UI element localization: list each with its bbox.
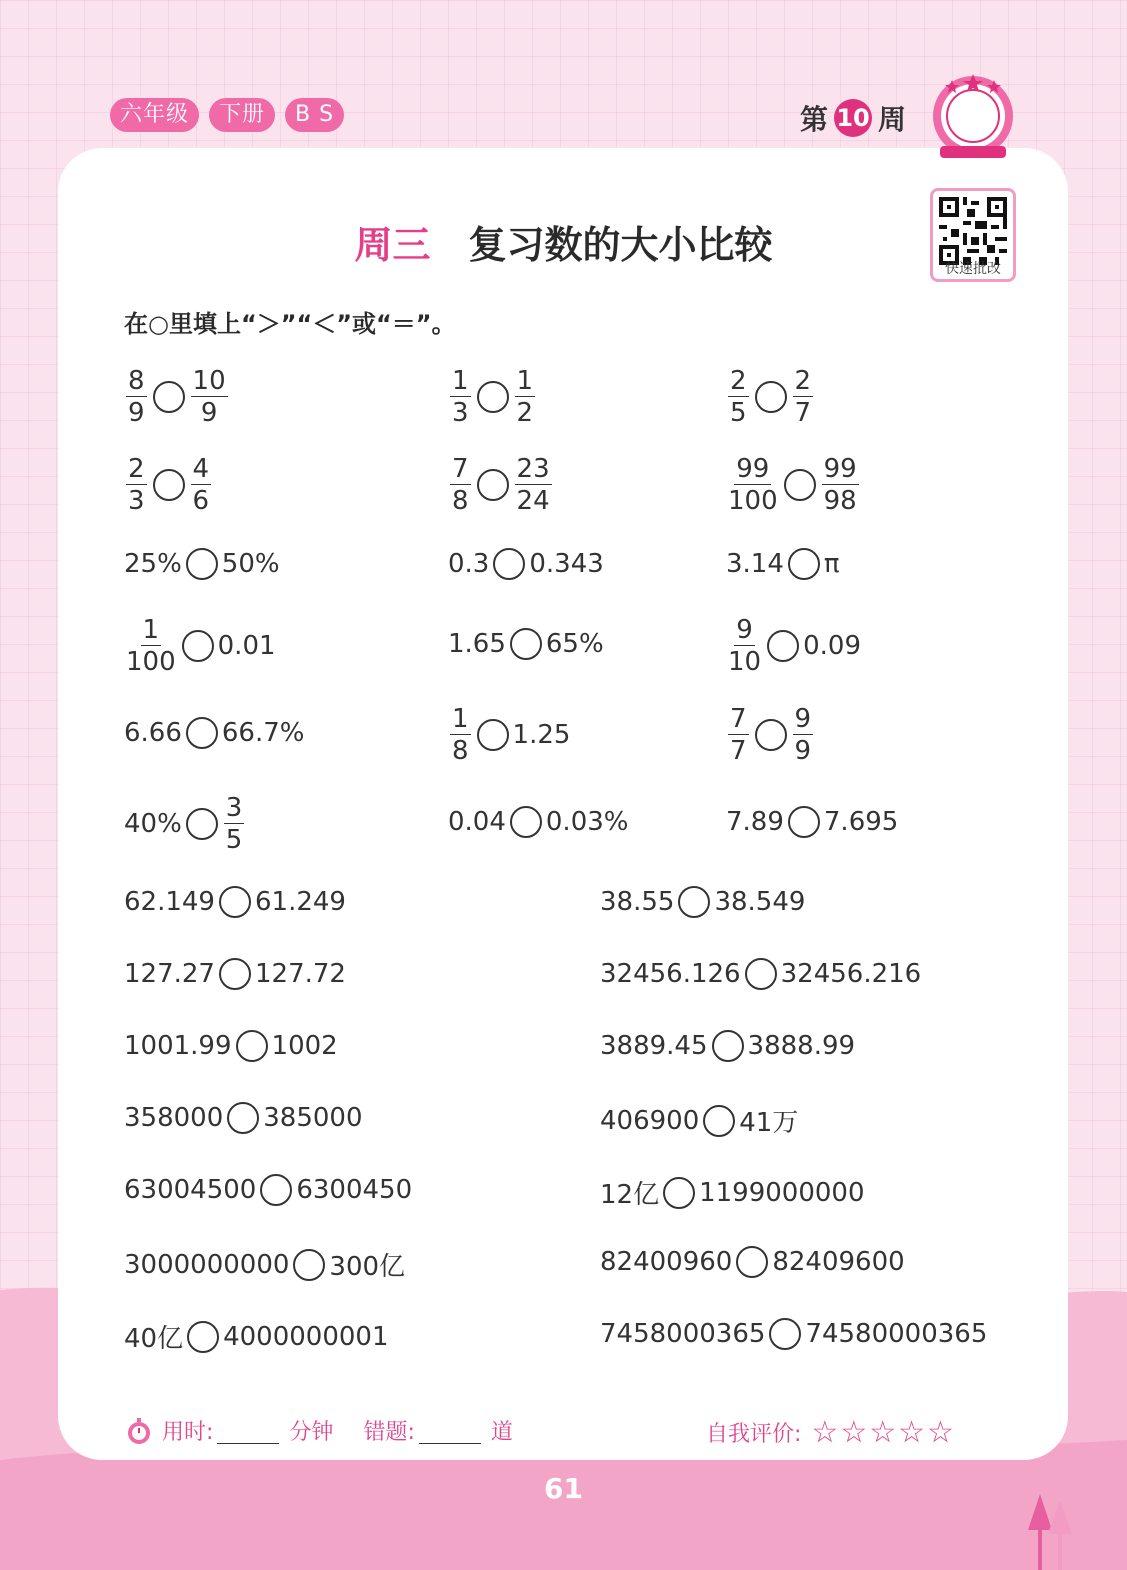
exercise-item (448, 368, 537, 426)
self-evaluation (706, 1415, 956, 1450)
value: 65% (545, 629, 604, 659)
answer-circle[interactable] (153, 381, 185, 413)
time-and-errors (124, 1415, 513, 1446)
exercise-item (448, 806, 629, 838)
errors-label: 错题: (363, 1420, 415, 1445)
exercise-item (600, 1246, 905, 1278)
answer-circle[interactable] (755, 381, 787, 413)
answer-circle[interactable] (678, 886, 710, 918)
exercise-item (448, 706, 570, 764)
value: 0.3 (448, 549, 490, 579)
volume-badge: 下册 (209, 98, 275, 132)
value: 25% (124, 549, 182, 579)
value: 50% (221, 549, 280, 579)
fraction: $\frac{23}{24}$ (516, 454, 550, 516)
exercise-item (448, 548, 604, 580)
value: 38.549 (714, 887, 806, 917)
value: 358000 (124, 1103, 224, 1133)
book-info (110, 98, 344, 132)
value: 7.89 (726, 807, 784, 837)
answer-circle[interactable] (260, 1174, 292, 1206)
exercise-item (600, 958, 921, 990)
title-topic: 复习数的大小比较 (468, 223, 773, 267)
answer-circle[interactable] (493, 548, 525, 580)
fraction: $\frac{4}{6}$ (192, 454, 210, 516)
answer-circle[interactable] (219, 958, 251, 990)
exercise-item (124, 795, 246, 853)
fraction: $\frac{1}{2}$ (516, 366, 534, 428)
stopwatch-icon (124, 1416, 154, 1446)
value: 74580000365 (805, 1319, 988, 1349)
fraction: $\frac{2}{7}$ (794, 366, 812, 428)
exercise-item (124, 617, 276, 675)
fraction: $\frac{2}{5}$ (730, 366, 747, 428)
errors-input[interactable] (419, 1417, 481, 1444)
answer-circle[interactable] (186, 717, 218, 749)
value: 40亿 (124, 1324, 184, 1354)
answer-circle[interactable] (510, 806, 542, 838)
value: 82400960 (600, 1247, 733, 1277)
value: 300亿 (329, 1252, 406, 1282)
exercise-item (124, 1246, 405, 1283)
fraction: $\frac{9}{10}$ (728, 615, 762, 677)
time-input[interactable] (217, 1417, 279, 1444)
exercise-item (600, 1102, 798, 1139)
week-suffix: 周 (878, 103, 907, 136)
value: 385000 (263, 1103, 363, 1133)
value: 66.7% (221, 718, 305, 748)
answer-circle[interactable] (703, 1105, 735, 1137)
answer-circle[interactable] (477, 469, 509, 501)
value: 3.14 (726, 549, 784, 579)
arrow-decoration-icon (1026, 1490, 1076, 1570)
answer-circle[interactable] (477, 381, 509, 413)
star-rating[interactable]: ☆☆☆☆☆ (811, 1415, 956, 1450)
qr-code-icon (939, 197, 1007, 265)
value: 0.01 (217, 631, 276, 661)
value: 0.04 (448, 807, 506, 837)
value: 127.72 (254, 959, 346, 989)
errors-unit: 道 (490, 1420, 513, 1445)
answer-circle[interactable] (477, 719, 509, 751)
answer-circle[interactable] (767, 630, 799, 662)
qr-code-label: 快速批改 (945, 261, 1001, 277)
value: 127.27 (124, 959, 215, 989)
exercise-item (124, 548, 280, 580)
value: 406900 (600, 1105, 700, 1136)
fraction: $\frac{2}{3}$ (128, 454, 145, 516)
fraction: $\frac{99}{100}$ (728, 454, 778, 516)
grade-badge: 六年级 (110, 98, 199, 132)
week-indicator (800, 98, 906, 138)
answer-circle[interactable] (510, 628, 542, 660)
value: 1001.99 (124, 1031, 232, 1061)
fraction: $\frac{7}{7}$ (730, 704, 747, 766)
fraction: $\frac{7}{8}$ (452, 454, 469, 516)
exercise-item (726, 548, 840, 580)
exercise-item (726, 368, 815, 426)
exercise-item (124, 717, 305, 749)
value: π (823, 549, 840, 579)
exercise-item (124, 886, 346, 918)
value: 63004500 (124, 1175, 257, 1205)
page-number: 61 (544, 1472, 583, 1505)
value: 7458000365 (600, 1319, 766, 1349)
answer-circle[interactable] (293, 1249, 325, 1281)
value: 1.65 (448, 629, 506, 659)
value: 40% (124, 809, 182, 839)
answer-circle[interactable] (236, 1030, 268, 1062)
value: 1002 (271, 1031, 338, 1061)
value: 62.149 (124, 887, 215, 917)
answer-circle[interactable] (663, 1177, 695, 1209)
answer-circle[interactable] (788, 548, 820, 580)
exercise-item (600, 1318, 987, 1350)
answer-circle[interactable] (769, 1318, 801, 1350)
exercise-item (124, 456, 213, 514)
exercise-item (726, 617, 861, 675)
value: 0.09 (803, 631, 861, 661)
exercise-item (600, 1174, 865, 1211)
value: 41万 (739, 1108, 799, 1138)
qr-code[interactable] (930, 188, 1016, 282)
answer-circle[interactable] (784, 469, 816, 501)
answer-circle[interactable] (186, 548, 218, 580)
value: 38.55 (600, 887, 675, 917)
fraction: $\frac{9}{9}$ (794, 704, 812, 766)
exercise-item (600, 886, 805, 918)
answer-circle[interactable] (736, 1246, 768, 1278)
exercise-item (124, 1174, 412, 1206)
fraction: $\frac{1}{8}$ (452, 704, 469, 766)
fraction: $\frac{1}{100}$ (126, 615, 176, 677)
exercise-item (448, 456, 554, 514)
value: 4000000001 (223, 1321, 389, 1352)
value: 82409600 (772, 1247, 905, 1277)
week-prefix: 第 (800, 103, 829, 136)
value: 3889.45 (600, 1031, 708, 1061)
exercise-item (124, 1030, 338, 1062)
fraction: $\frac{10}{9}$ (192, 366, 226, 428)
exercise-item (448, 628, 604, 660)
exercise-item (124, 958, 346, 990)
answer-circle[interactable] (755, 719, 787, 751)
answer-circle[interactable] (153, 469, 185, 501)
value: 0.343 (529, 549, 604, 579)
answer-circle[interactable] (182, 630, 214, 662)
answer-circle[interactable] (788, 806, 820, 838)
value: 61.249 (254, 887, 346, 917)
time-unit: 分钟 (289, 1420, 334, 1445)
answer-circle[interactable] (186, 808, 218, 840)
value: 6300450 (296, 1175, 413, 1205)
value: 1.25 (512, 720, 571, 750)
answer-circle[interactable] (712, 1030, 744, 1062)
fraction: $\frac{99}{98}$ (823, 454, 857, 516)
time-label: 用时: (162, 1420, 214, 1445)
value: 6.66 (124, 718, 182, 748)
answer-circle[interactable] (187, 1321, 219, 1353)
value: 32456.216 (780, 959, 922, 989)
exercise-item (726, 806, 898, 838)
exercise-item (124, 368, 230, 426)
fraction: $\frac{3}{5}$ (225, 793, 243, 855)
answer-circle[interactable] (745, 958, 777, 990)
value: 3888.99 (747, 1031, 856, 1061)
value: 32456.126 (600, 959, 741, 989)
title-day: 周三 (354, 223, 431, 267)
value: 7.695 (823, 807, 899, 837)
fraction: $\frac{1}{3}$ (452, 366, 469, 428)
value: 3000000000 (124, 1249, 290, 1280)
exercise-item (600, 1030, 855, 1062)
value: 12亿 (600, 1180, 660, 1210)
publisher-logo-icon (930, 70, 1016, 162)
fraction: $\frac{8}{9}$ (128, 366, 145, 428)
answer-circle[interactable] (219, 886, 251, 918)
exercise-item (726, 456, 861, 514)
value: 1199000000 (699, 1177, 865, 1208)
instruction-text: 在○里填上“＞”“＜”或“＝”。 (124, 310, 456, 338)
value: 0.03% (545, 807, 629, 837)
exercise-item (124, 1318, 389, 1355)
self-eval-label: 自我评价: (706, 1422, 802, 1447)
answer-circle[interactable] (227, 1102, 259, 1134)
week-number: 10 (834, 99, 872, 137)
exercise-item (726, 706, 815, 764)
exercise-item (124, 1102, 363, 1134)
edition-badge: B S (285, 98, 344, 132)
